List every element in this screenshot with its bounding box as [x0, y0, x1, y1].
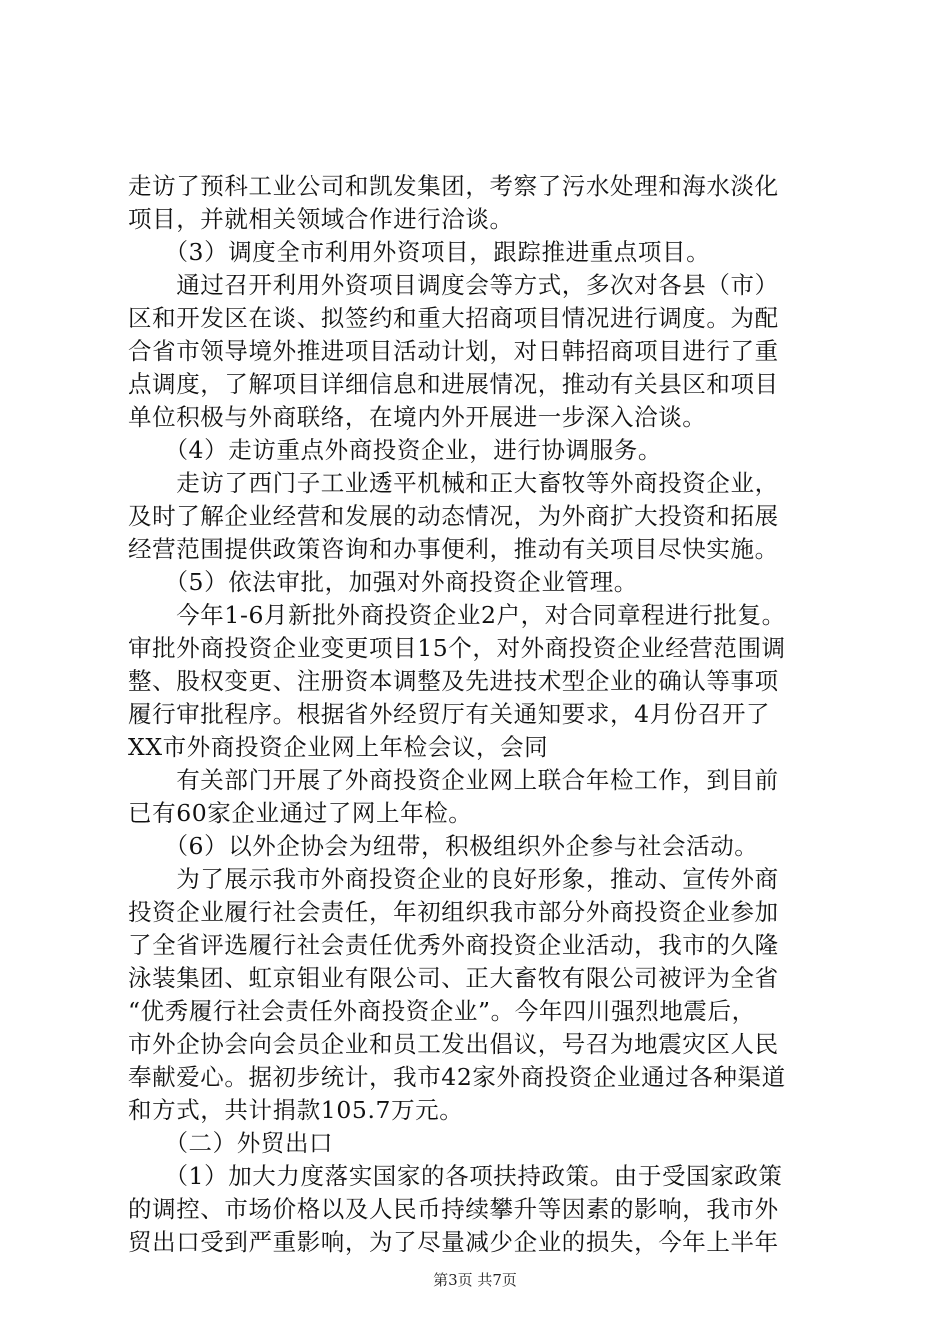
text-line: 合省市领导境外推进项目活动计划，对日韩招商项目进行了重	[128, 337, 779, 365]
text-line: 走访了预科工业公司和凯发集团，考察了污水处理和海水淡化	[128, 172, 779, 200]
text-line: 的调控、市场价格以及人民币持续攀升等因素的影响，我市外	[128, 1195, 779, 1223]
text-line: 单位积极与外商联络，在境内外开展进一步深入洽谈。	[128, 403, 707, 431]
section-heading: （6）以外企协会为纽带，积极组织外企参与社会活动。	[128, 832, 759, 860]
text-line: 已有60家企业通过了网上年检。	[128, 799, 473, 827]
text-line: 和方式，共计捐款105.7万元。	[128, 1096, 464, 1124]
text-line: 贸出口受到严重影响，为了尽量减少企业的损失，今年上半年	[128, 1228, 779, 1256]
text-line: 整、股权变更、注册资本调整及先进技术型企业的确认等事项	[128, 667, 779, 695]
text-line: 点调度，了解项目详细信息和进展情况，推动有关县区和项目	[128, 370, 779, 398]
text-line: 区和开发区在谈、拟签约和重大招商项目情况进行调度。为配	[128, 304, 779, 332]
text-line: 经营范围提供政策咨询和办事便利，推动有关项目尽快实施。	[128, 535, 779, 563]
text-line: 项目，并就相关领域合作进行洽谈。	[128, 205, 514, 233]
text-line: XX市外商投资企业网上年检会议，会同	[128, 733, 549, 761]
text-line: “优秀履行社会责任外商投资企业”。今年四川强烈地震后，	[128, 997, 756, 1025]
text-line: 有关部门开展了外商投资企业网上联合年检工作，到目前	[128, 766, 779, 794]
text-line: 了全省评选履行社会责任优秀外商投资企业活动，我市的久隆	[128, 931, 779, 959]
section-heading: （5）依法审批，加强对外商投资企业管理。	[128, 568, 638, 596]
text-line: 审批外商投资企业变更项目15个，对外商投资企业经营范围调	[128, 634, 786, 662]
text-line: 投资企业履行社会责任，年初组织我市部分外商投资企业参加	[128, 898, 779, 926]
text-line: 走访了西门子工业透平机械和正大畜牧等外商投资企业，	[128, 469, 779, 497]
page-number-footer: 第3页 共7页	[433, 1271, 517, 1289]
text-line: 通过召开利用外资项目调度会等方式，多次对各县（市）	[128, 271, 779, 299]
text-line: 履行审批程序。根据省外经贸厅有关通知要求，4月份召开了	[128, 700, 771, 728]
section-heading: （二）外贸出口	[128, 1129, 334, 1157]
text-line: 及时了解企业经营和发展的动态情况，为外商扩大投资和拓展	[128, 502, 779, 530]
section-heading: （3）调度全市利用外资项目，跟踪推进重点项目。	[128, 238, 711, 266]
text-line: 今年1-6月新批外商投资企业2户，对合同章程进行批复。	[128, 601, 786, 629]
section-heading: （4）走访重点外商投资企业，进行协调服务。	[128, 436, 663, 464]
document-body	[128, 170, 840, 1259]
text-line: 为了展示我市外商投资企业的良好形象，推动、宣传外商	[128, 865, 779, 893]
text-line: 市外企协会向会员企业和员工发出倡议，号召为地震灾区人民	[128, 1030, 779, 1058]
text-line: （1）加大力度落实国家的各项扶持政策。由于受国家政策	[128, 1162, 783, 1190]
text-line: 奉献爱心。据初步统计，我市42家外商投资企业通过各种渠道	[128, 1063, 786, 1091]
text-line: 泳装集团、虹京钼业有限公司、正大畜牧有限公司被评为全省	[128, 964, 779, 992]
